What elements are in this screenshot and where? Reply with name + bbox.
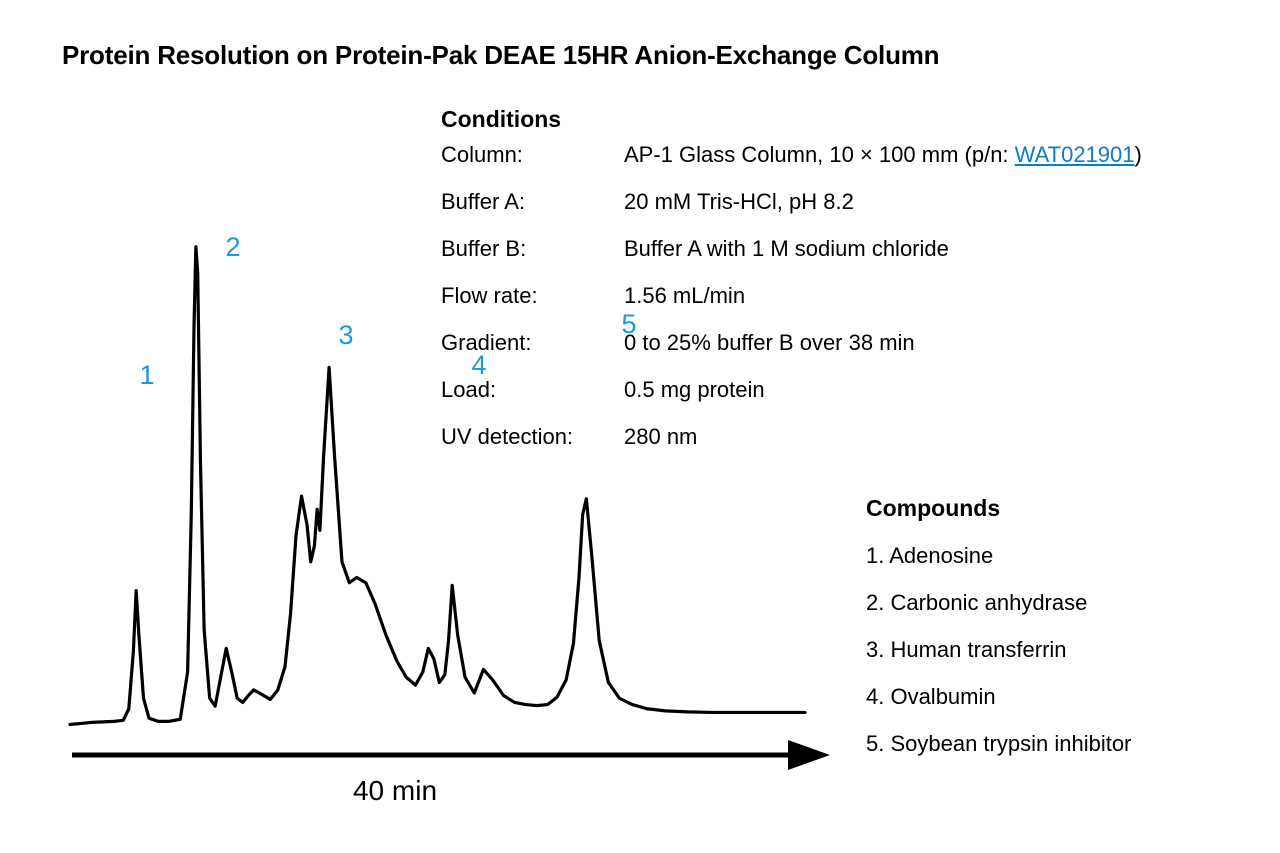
peak-label-1: 1 — [139, 360, 155, 390]
condition-value: 20 mM Tris-HCl, pH 8.2 — [624, 189, 854, 214]
condition-label: UV detection: — [441, 424, 574, 449]
x-axis-arrow — [72, 740, 830, 770]
condition-value: 0.5 mg protein — [624, 377, 765, 402]
condition-label: Gradient: — [441, 330, 532, 355]
list-item: 3. Human transferrin — [866, 637, 1067, 662]
condition-value-suffix: ) — [1134, 142, 1142, 167]
condition-label: Load: — [441, 377, 497, 402]
compounds-heading: Compounds — [866, 495, 1001, 521]
condition-label: Flow rate: — [441, 283, 538, 308]
condition-label: Buffer A: — [441, 189, 525, 214]
chromatogram-trace — [70, 247, 805, 725]
peak-label-4: 4 — [471, 350, 487, 380]
list-item: 2. Carbonic anhydrase — [866, 590, 1088, 615]
list-item: 5. Soybean trypsin inhibitor — [866, 731, 1132, 756]
peak-label-5: 5 — [621, 309, 637, 339]
condition-label: Column: — [441, 142, 523, 167]
compounds-block — [866, 495, 1266, 767]
part-number-link[interactable]: WAT021901 — [1014, 142, 1135, 167]
conditions-heading: Conditions — [441, 106, 562, 132]
condition-value: Buffer A with 1 M sodium chloride — [624, 236, 949, 261]
peak-label-2: 2 — [225, 232, 241, 262]
list-item: 1. Adenosine — [866, 543, 994, 568]
condition-value-text: AP-1 Glass Column, 10 × 100 mm (p/n: — [624, 142, 1015, 167]
condition-row-column — [441, 142, 1201, 189]
x-axis-label: 40 min — [352, 775, 438, 806]
condition-value — [624, 142, 1142, 168]
condition-value: 1.56 mL/min — [624, 283, 746, 308]
list-item: 4. Ovalbumin — [866, 684, 996, 709]
condition-value: 280 nm — [624, 424, 698, 449]
peak-label-3: 3 — [338, 320, 354, 350]
chromatogram-plot — [60, 190, 860, 810]
condition-label: Buffer B: — [441, 236, 527, 261]
chromatogram — [60, 190, 860, 810]
page-title: Protein Resolution on Protein-Pak DEAE 15HR Anion-Exchange Column — [62, 40, 940, 70]
condition-value: 0 to 25% buffer B over 38 min — [624, 330, 915, 355]
